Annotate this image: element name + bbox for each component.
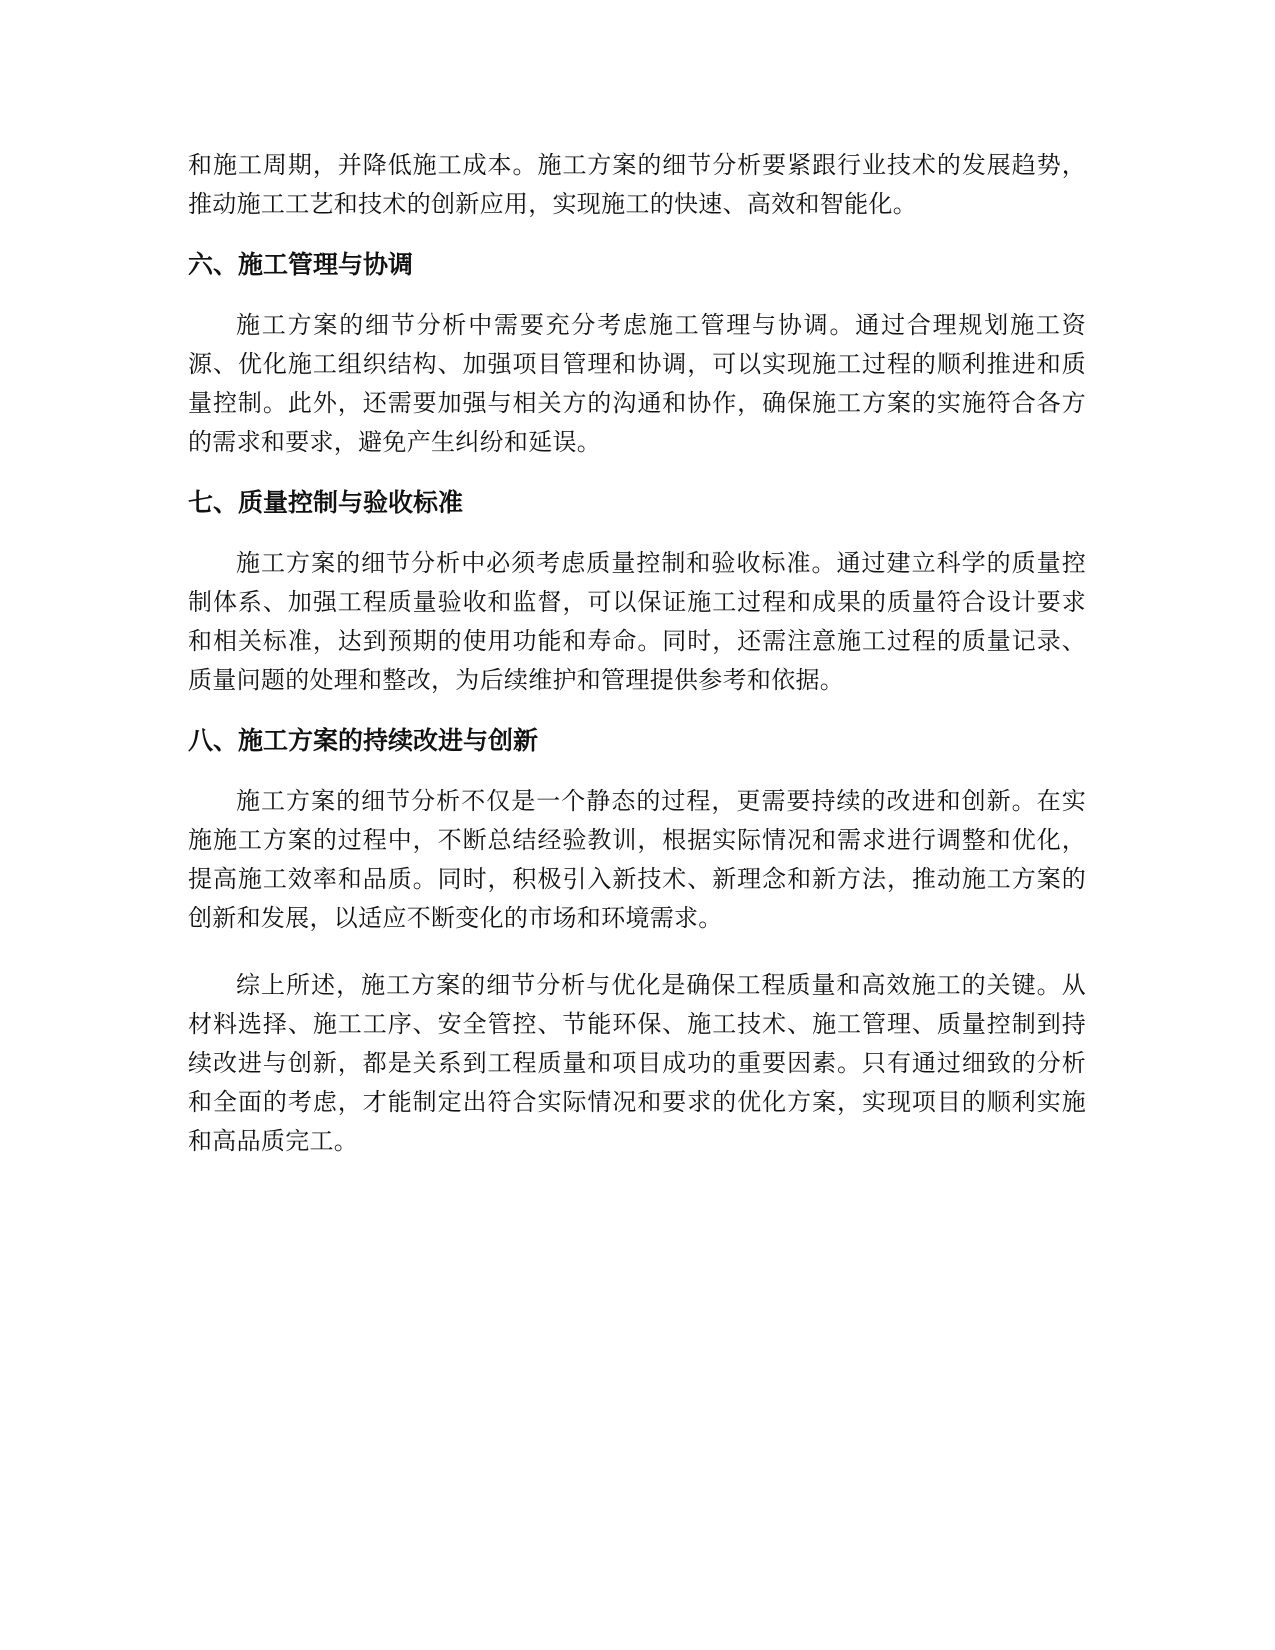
section-paragraph-quality: 施工方案的细节分析中必须考虑质量控制和验收标准。通过建立科学的质量控制体系、加强工程质量验收和监督，可以保证施工过程和成果的质量符合设计要求和相关标准，达到预期的使用功能和寿命。同时，还需注意施工过程的质量记录、质量问题的处理和整改，为后续维护和管理提供参考和依据。 (188, 549, 1086, 694)
document-body (188, 146, 1086, 1161)
section-paragraph-improvement: 施工方案的细节分析不仅是一个静态的过程，更需要持续的改进和创新。在实施施工方案的过程中，不断总结经验教训，根据实际情况和需求进行调整和优化，提高施工效率和品质。同时，积极引入新技术、新理念和新方法，推动施工方案的创新和发展，以适应不断变化的市场和环境需求。 (188, 787, 1086, 932)
section-heading-improvement: 八、施工方案的持续改进与创新 (188, 726, 539, 755)
intro-continuation-paragraph: 和施工周期，并降低施工成本。施工方案的细节分析要紧跟行业技术的发展趋势，推动施工工艺和技术的创新应用，实现施工的快速、高效和智能化。 (188, 151, 1086, 218)
section-heading-management: 六、施工管理与协调 (188, 250, 414, 279)
section-paragraph-management: 施工方案的细节分析中需要充分考虑施工管理与协调。通过合理规划施工资源、优化施工组织结构、加强项目管理和协调，可以实现施工过程的顺利推进和质量控制。此外，还需要加强与相关方的沟通和协作，确保施工方案的实施符合各方的需求和要求，避免产生纠纷和延误。 (188, 311, 1086, 456)
section-heading-quality: 七、质量控制与验收标准 (188, 488, 464, 517)
conclusion-paragraph: 综上所述，施工方案的细节分析与优化是确保工程质量和高效施工的关键。从材料选择、施工工序、安全管控、节能环保、施工技术、施工管理、质量控制到持续改进与创新，都是关系到工程质量和项目成功的重要因素。只有通过细致的分析和全面的考虑，才能制定出符合实际情况和要求的优化方案，实现项目的顺利实施和高品质完工。 (188, 971, 1086, 1155)
